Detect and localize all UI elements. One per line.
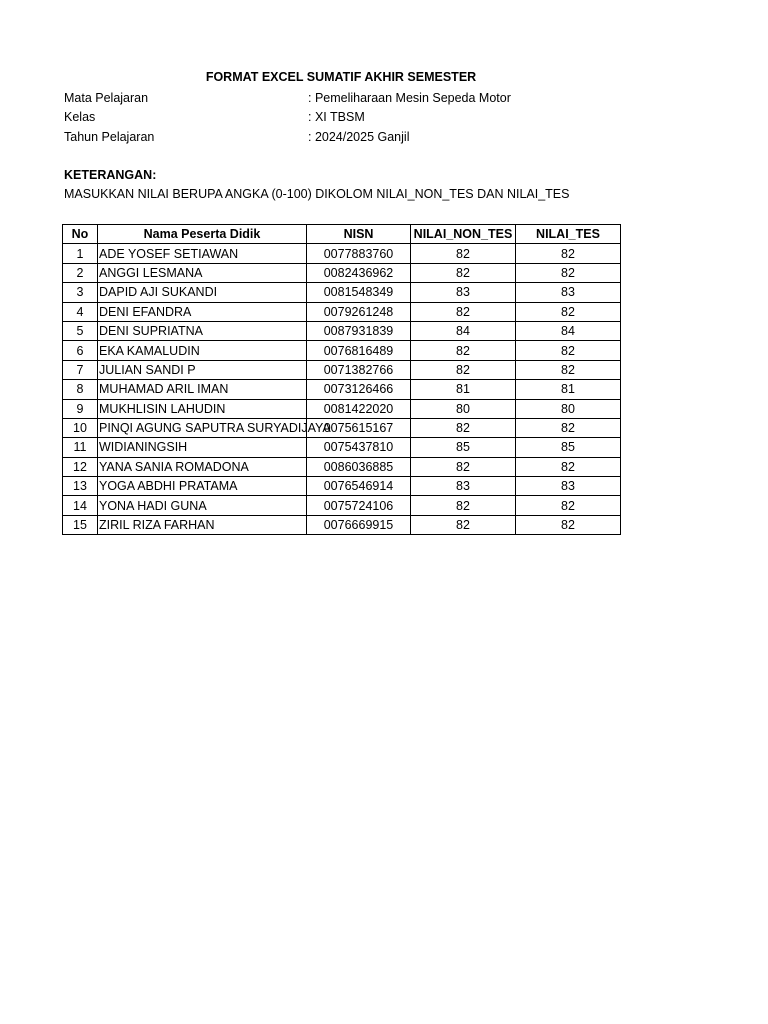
cell-no[interactable]: 13: [63, 477, 98, 496]
cell-nilai-tes[interactable]: 82: [516, 457, 621, 476]
table-row: [63, 360, 621, 379]
cell-nisn[interactable]: 0082436962: [307, 263, 411, 282]
table-body: [63, 244, 621, 535]
cell-nilai-non-tes[interactable]: 82: [411, 418, 516, 437]
meta-label-subject: Mata Pelajaran: [64, 91, 149, 105]
cell-nilai-tes[interactable]: 81: [516, 380, 621, 399]
table-row: [63, 321, 621, 340]
cell-name[interactable]: DAPID AJI SUKANDI: [98, 283, 307, 302]
cell-nilai-tes[interactable]: 84: [516, 321, 621, 340]
cell-no[interactable]: 10: [63, 418, 98, 437]
cell-nilai-tes[interactable]: 83: [516, 477, 621, 496]
column-header-nilai-non-tes: NILAI_NON_TES: [411, 225, 516, 244]
table-row: [63, 418, 621, 437]
cell-name[interactable]: YOGA ABDHI PRATAMA: [98, 477, 307, 496]
cell-nilai-tes[interactable]: 82: [516, 515, 621, 534]
cell-name[interactable]: ANGGI LESMANA: [98, 263, 307, 282]
table-row: [63, 496, 621, 515]
cell-no[interactable]: 7: [63, 360, 98, 379]
table-row: [63, 244, 621, 263]
cell-name[interactable]: PINQI AGUNG SAPUTRA SURYADIJAYA: [98, 418, 307, 437]
column-header-nilai-tes: NILAI_TES: [516, 225, 621, 244]
cell-nilai-tes[interactable]: 85: [516, 438, 621, 457]
cell-nisn[interactable]: 0076669915: [307, 515, 411, 534]
table-row: [63, 302, 621, 321]
cell-nilai-tes[interactable]: 80: [516, 399, 621, 418]
cell-name[interactable]: YANA SANIA ROMADONA: [98, 457, 307, 476]
cell-nisn[interactable]: 0087931839: [307, 321, 411, 340]
table-row: [63, 515, 621, 534]
cell-no[interactable]: 1: [63, 244, 98, 263]
cell-nisn[interactable]: 0075615167: [307, 418, 411, 437]
page-title: FORMAT EXCEL SUMATIF AKHIR SEMESTER: [205, 70, 477, 84]
cell-name[interactable]: DENI EFANDRA: [98, 302, 307, 321]
cell-nilai-non-tes[interactable]: 82: [411, 263, 516, 282]
cell-name[interactable]: JULIAN SANDI P: [98, 360, 307, 379]
cell-no[interactable]: 14: [63, 496, 98, 515]
cell-no[interactable]: 12: [63, 457, 98, 476]
cell-nisn[interactable]: 0076816489: [307, 341, 411, 360]
table-row: [63, 341, 621, 360]
cell-nilai-tes[interactable]: 83: [516, 283, 621, 302]
table-row: [63, 477, 621, 496]
cell-nisn[interactable]: 0075437810: [307, 438, 411, 457]
cell-nisn[interactable]: 0077883760: [307, 244, 411, 263]
note-text: MASUKKAN NILAI BERUPA ANGKA (0-100) DIKOLOM NILAI_NON_TES DAN NILAI_TES: [64, 187, 570, 201]
cell-nilai-tes[interactable]: 82: [516, 496, 621, 515]
column-header-nisn: NISN: [307, 225, 411, 244]
table-row: [63, 283, 621, 302]
cell-nisn[interactable]: 0086036885: [307, 457, 411, 476]
table-row: [63, 457, 621, 476]
cell-name[interactable]: MUHAMAD ARIL IMAN: [98, 380, 307, 399]
column-header-no: No: [63, 225, 98, 244]
cell-nilai-tes[interactable]: 82: [516, 263, 621, 282]
grades-table: [62, 224, 621, 535]
cell-nilai-tes[interactable]: 82: [516, 341, 621, 360]
cell-nilai-tes[interactable]: 82: [516, 360, 621, 379]
meta-value-class: : XI TBSM: [308, 110, 365, 124]
table-row: [63, 380, 621, 399]
table-row: [63, 438, 621, 457]
meta-value-subject: : Pemeliharaan Mesin Sepeda Motor: [308, 91, 511, 105]
meta-row-subject: [64, 89, 624, 108]
cell-no[interactable]: 2: [63, 263, 98, 282]
cell-nilai-non-tes[interactable]: 83: [411, 477, 516, 496]
cell-nilai-tes[interactable]: 82: [516, 418, 621, 437]
cell-nilai-non-tes[interactable]: 80: [411, 399, 516, 418]
meta-label-year: Tahun Pelajaran: [64, 130, 155, 144]
cell-nilai-non-tes[interactable]: 82: [411, 496, 516, 515]
cell-no[interactable]: 4: [63, 302, 98, 321]
cell-no[interactable]: 15: [63, 515, 98, 534]
cell-nilai-non-tes[interactable]: 85: [411, 438, 516, 457]
table-row: [63, 263, 621, 282]
cell-nilai-tes[interactable]: 82: [516, 302, 621, 321]
cell-name[interactable]: WIDIANINGSIH: [98, 438, 307, 457]
cell-no[interactable]: 6: [63, 341, 98, 360]
cell-nisn[interactable]: 0075724106: [307, 496, 411, 515]
cell-nilai-non-tes[interactable]: 82: [411, 360, 516, 379]
cell-name[interactable]: EKA KAMALUDIN: [98, 341, 307, 360]
cell-nilai-non-tes[interactable]: 82: [411, 341, 516, 360]
cell-no[interactable]: 8: [63, 380, 98, 399]
cell-no[interactable]: 5: [63, 321, 98, 340]
cell-nilai-non-tes[interactable]: 82: [411, 515, 516, 534]
cell-no[interactable]: 3: [63, 283, 98, 302]
note-heading: KETERANGAN:: [64, 168, 157, 182]
cell-nisn[interactable]: 0076546914: [307, 477, 411, 496]
cell-name[interactable]: DENI SUPRIATNA: [98, 321, 307, 340]
cell-nisn[interactable]: 0073126466: [307, 380, 411, 399]
table-header-row: [63, 225, 621, 244]
meta-value-year: : 2024/2025 Ganjil: [308, 130, 410, 144]
meta-label-class: Kelas: [64, 110, 96, 124]
cell-nisn[interactable]: 0071382766: [307, 360, 411, 379]
cell-nilai-non-tes[interactable]: 82: [411, 302, 516, 321]
cell-name[interactable]: ZIRIL RIZA FARHAN: [98, 515, 307, 534]
cell-nilai-non-tes[interactable]: 82: [411, 457, 516, 476]
cell-no[interactable]: 9: [63, 399, 98, 418]
cell-nisn[interactable]: 0081548349: [307, 283, 411, 302]
meta-row-year: [64, 128, 624, 147]
table-row: [63, 399, 621, 418]
cell-name[interactable]: YONA HADI GUNA: [98, 496, 307, 515]
cell-nilai-non-tes[interactable]: 81: [411, 380, 516, 399]
column-header-name: Nama Peserta Didik: [98, 225, 307, 244]
cell-nilai-non-tes[interactable]: 82: [411, 244, 516, 263]
cell-nisn[interactable]: 0079261248: [307, 302, 411, 321]
cell-nilai-non-tes[interactable]: 84: [411, 321, 516, 340]
cell-nilai-tes[interactable]: 82: [516, 244, 621, 263]
cell-name[interactable]: MUKHLISIN LAHUDIN: [98, 399, 307, 418]
meta-row-class: [64, 108, 624, 127]
cell-name[interactable]: ADE YOSEF SETIAWAN: [98, 244, 307, 263]
cell-nilai-non-tes[interactable]: 83: [411, 283, 516, 302]
cell-no[interactable]: 11: [63, 438, 98, 457]
cell-nisn[interactable]: 0081422020: [307, 399, 411, 418]
